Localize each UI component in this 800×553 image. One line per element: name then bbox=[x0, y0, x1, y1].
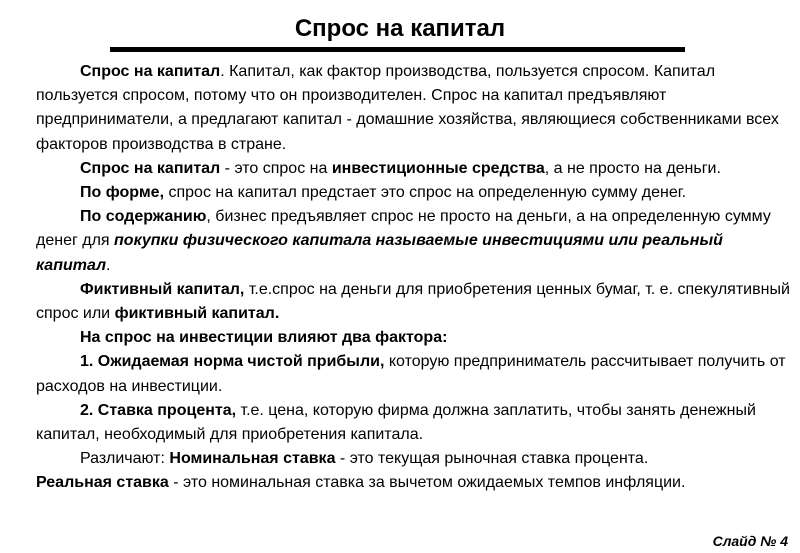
term-interest-rate: 2. Ставка процента, bbox=[80, 401, 237, 419]
term-capital-demand: Спрос на капитал bbox=[80, 63, 221, 80]
paragraph-demand-definition bbox=[36, 60, 791, 157]
term-by-content: По содержанию bbox=[80, 208, 207, 226]
paragraph-real-rate bbox=[36, 471, 791, 495]
paragraph-text: , бизнес предъявляет спрос не просто на деньги, а на определенную сумму денег для bbox=[36, 208, 771, 250]
paragraph-nominal-rate bbox=[36, 447, 791, 471]
paragraph-by-content bbox=[36, 205, 791, 278]
paragraph-text: спрос на капитал предстает это спрос на определенную сумму денег. bbox=[164, 184, 687, 202]
term-by-form: По форме, bbox=[80, 184, 165, 202]
slide-title: Спрос на капитал bbox=[294, 15, 506, 42]
paragraph-text: т.е.спрос на деньги для приобретения ценных бумаг, т. е. спекулятивный спрос или bbox=[36, 280, 790, 323]
term-real-rate: Реальная ставка bbox=[36, 474, 169, 492]
paragraph-text: . bbox=[106, 256, 111, 274]
paragraph-text: т.е. цена, которую фирма должна заплатить, чтобы занять денежный капитал, необходимый для приобретения капитала. bbox=[36, 401, 756, 444]
paragraph-factor-1 bbox=[36, 350, 791, 398]
term-capital-demand: Спрос на капитал bbox=[80, 159, 221, 177]
term-fictitious-capital: Фиктивный капитал, bbox=[80, 280, 245, 298]
term-expected-profit: 1. Ожидаемая норма чистой прибыли, bbox=[80, 353, 385, 371]
term-investment-means: инвестиционные средства bbox=[331, 159, 545, 177]
paragraph-text: Различают: bbox=[80, 450, 170, 468]
paragraph-two-factors bbox=[36, 326, 791, 350]
term-fictitious-capital-2: фиктивный капитал. bbox=[114, 305, 280, 323]
slide-number: Слайд № 4 bbox=[712, 533, 788, 549]
paragraph-factor-2 bbox=[36, 399, 791, 447]
term-real-capital: покупки физического капитала называемые инвестициями или реальный капитал bbox=[36, 232, 723, 274]
paragraph-text: . Капитал, как фактор производства, пользуется спросом. Капитал пользуется спросом, потому что он производителен. Спрос на капитал предъявляют предприниматели, а предлагают капитал - домашние хозяйства, являющиеся собственниками всех факторов производства в стране. bbox=[36, 63, 779, 153]
term-nominal-rate: Номинальная ставка bbox=[169, 450, 336, 468]
heading-two-factors: На спрос на инвестиции влияют два фактора: bbox=[80, 329, 448, 347]
paragraph-text: которую предприниматель рассчитывает получить от расходов на инвестиции. bbox=[36, 353, 786, 395]
paragraph-text: , а не просто на деньги. bbox=[544, 159, 721, 177]
paragraph-text: - это номинальная ставка за вычетом ожидаемых темпов инфляции. bbox=[168, 474, 686, 492]
paragraph-text: - это текущая рыночная ставка процента. bbox=[335, 450, 649, 468]
paragraph-investment-means bbox=[36, 157, 791, 181]
paragraph-by-form bbox=[36, 181, 791, 205]
title-underline bbox=[110, 47, 685, 52]
paragraph-fictitious-capital bbox=[36, 278, 791, 326]
slide-body bbox=[36, 60, 791, 496]
paragraph-text: - это спрос на bbox=[220, 159, 332, 177]
